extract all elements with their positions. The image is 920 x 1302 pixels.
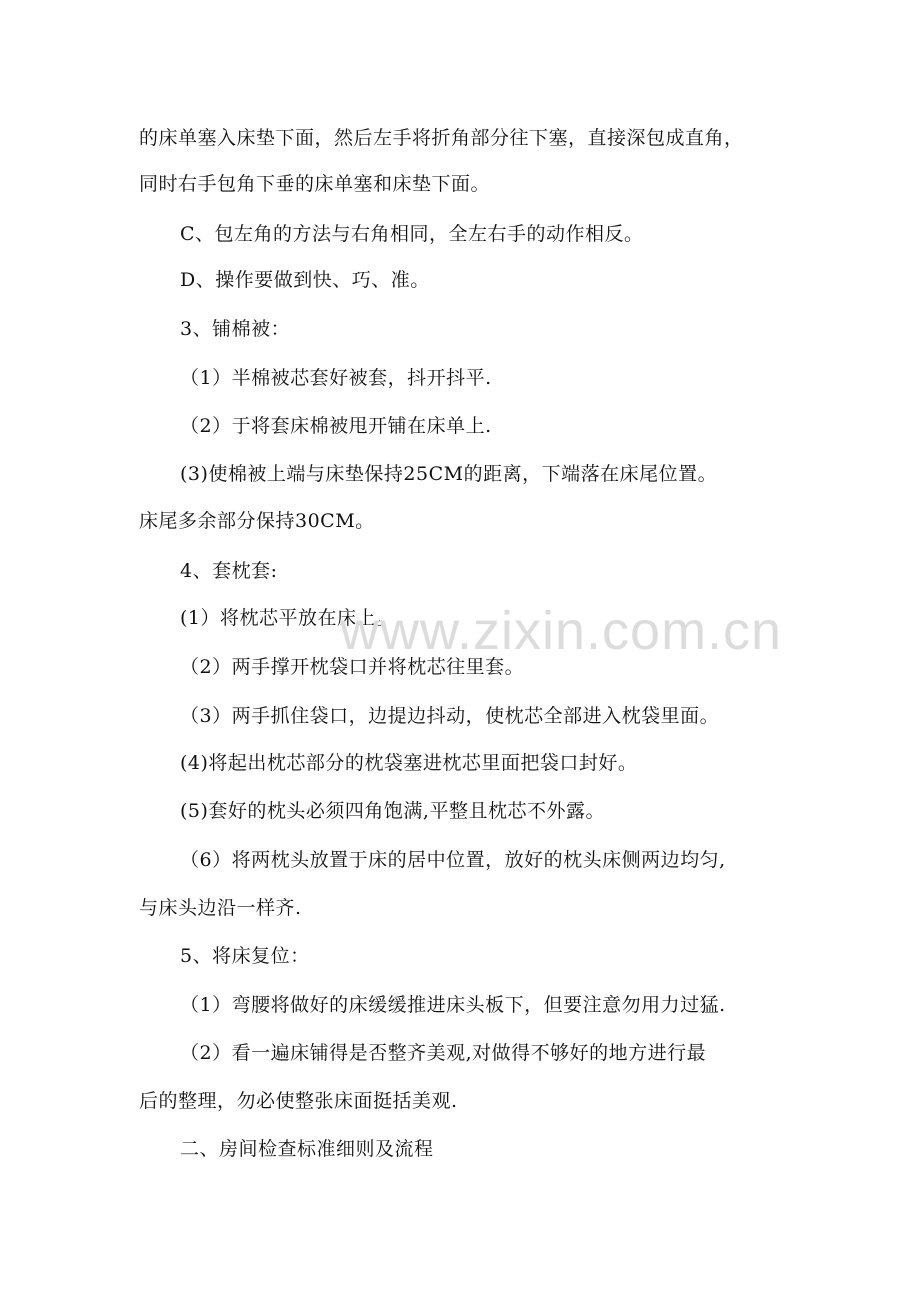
text-line-13: （3）两手抓住袋口，边提边抖动，使枕芯全部进入枕袋里面。 <box>180 705 720 727</box>
section-heading-4: 4、套枕套: <box>180 560 278 582</box>
text-line-2: 同时右手包角下垂的床单塞和床垫下面。 <box>139 173 491 195</box>
text-line-20: （2）看一遍床铺得是否整齐美观,对做得不够好的地方进行最 <box>180 1042 707 1064</box>
text-line-1: 的床单塞入床垫下面，然后左手将折角部分往下塞，直接深包成直角， <box>139 127 744 149</box>
text-line-16: （6）将两枕头放置于床的居中位置，放好的枕头床侧两边均匀, <box>180 849 726 871</box>
text-line-4: D、操作要做到快、巧、准。 <box>180 269 430 291</box>
text-line-19: （1）弯腰将做好的床缓缓推进床头板下，但要注意勿用力过猛. <box>180 994 726 1016</box>
text-line-17: 与床头边沿一样齐. <box>139 897 302 919</box>
section-heading-3: 3、铺棉被： <box>180 318 291 340</box>
text-line-14: (4)将起出枕芯部分的枕袋塞进枕芯里面把袋口封好。 <box>180 752 638 774</box>
text-line-3: C、包左角的方法与右角相同，全左右手的动作相反。 <box>180 223 644 245</box>
text-line-12: （2）两手撑开枕袋口并将枕芯往里套。 <box>180 656 525 678</box>
text-line-11: (1）将枕芯平放在床上。 <box>180 607 396 629</box>
text-line-7: （2）于将套床棉被甩开铺在床单上. <box>180 415 492 437</box>
section-heading-2: 二、房间检查标准细则及流程 <box>180 1138 434 1160</box>
watermark: www.zixin.com.cn <box>340 601 783 661</box>
text-line-6: （1）半棉被芯套好被套，抖开抖平. <box>180 367 492 389</box>
section-heading-5: 5、将床复位： <box>180 945 310 967</box>
text-line-8: (3)使棉被上端与床垫保持25CM的距离，下端落在床尾位置。 <box>180 463 718 485</box>
text-line-15: (5)套好的枕头必须四角饱满,平整且枕芯不外露。 <box>180 800 605 822</box>
text-line-21: 后的整理，勿必使整张床面挺括美观. <box>139 1090 458 1112</box>
text-line-9: 床尾多余部分保持30CM。 <box>139 510 375 532</box>
